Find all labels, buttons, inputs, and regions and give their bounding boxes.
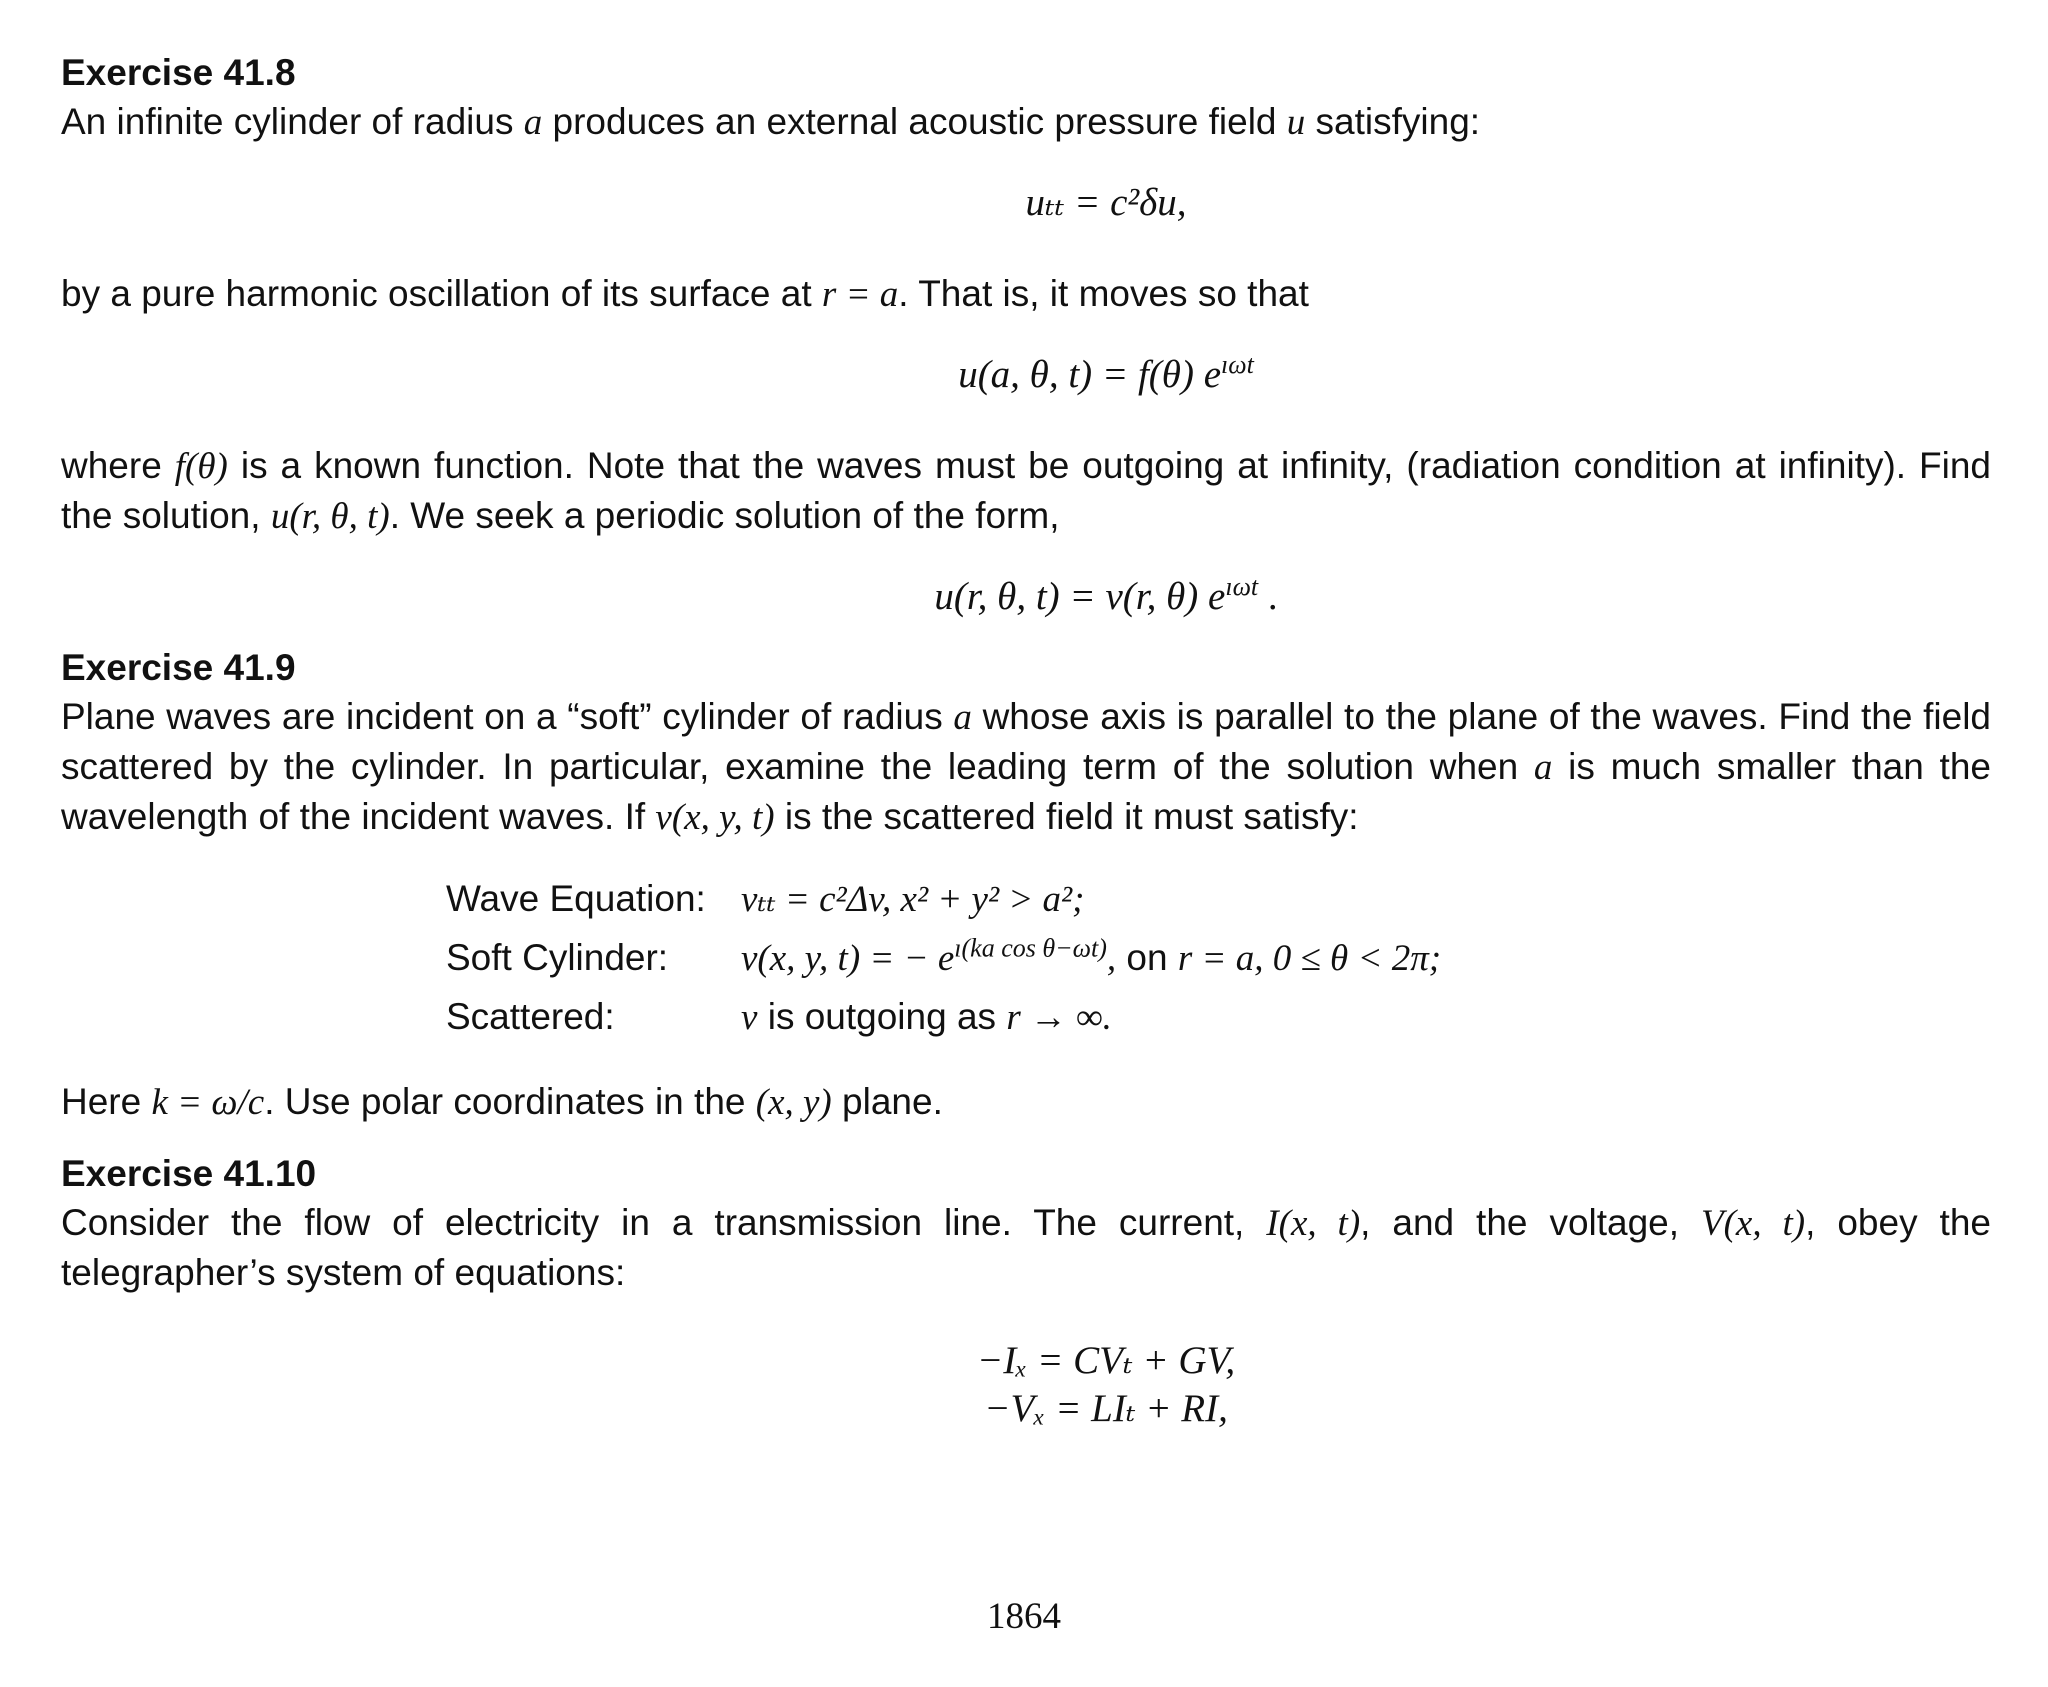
exercise-41-9-note: Here k = ω/c. Use polar coordinates in the (x, y) plane. (61, 1081, 943, 1123)
exercise-41-8-intro: An infinite cylinder of radius a produces an external acoustic pressure field u satisfying: (61, 101, 1481, 143)
exercise-41-10-intro: Consider the flow of electricity in a transmission line. The current, I(x, t), and the voltage, V(x, t), obey the telegrapher’s system of equations: (61, 1202, 1991, 1293)
system-row-scattered: Scattered: v is outgoing as r → ∞. (446, 996, 1112, 1038)
page-number: 1864 (987, 1596, 1061, 1637)
system-row-soft: Soft Cylinder: v(x, y, t) = − $e^{ı(ka cos \theta-\omega t)}$, on r = a, 0 ≤ θ < 2π; (446, 933, 1442, 979)
telegrapher-eq-voltage: −Vₓ = LIₜ + RI, (984, 1387, 1228, 1430)
equation-wave: uₜₜ = c²δu, (1025, 181, 1187, 224)
exercise-41-8-title: Exercise 41.8 (61, 52, 296, 93)
exercise-41-9-intro: Plane waves are incident on a “soft” cylinder of radius a whose axis is parallel to the plane of the waves. Find the field scattered by the cylinder. In particular, examine the leading term of the solution when a is much smaller than the wavelength of the incident waves. If v(x, y, t) is the scattered field it must satisfy: (61, 696, 1991, 838)
exercise-41-9-title: Exercise 41.9 (61, 647, 296, 688)
page-content (61, 48, 1991, 1433)
telegrapher-eq-current: −Iₓ = CVₜ + GV, (976, 1339, 1236, 1382)
equation-boundary: u(a, θ, t) = f(θ) $e^{ı\omega t}$ (958, 350, 1254, 396)
telegrapher-equations (141, 1337, 2048, 1433)
exercise-41-10-title: Exercise 41.10 (61, 1153, 317, 1194)
equation-periodic: u(r, θ, t) = v(r, θ) $e^{ı\omega t}$ . (934, 572, 1278, 618)
system-row-wave: Wave Equation: vₜₜ = c²Δv, x² + y² > a²; (446, 878, 1085, 920)
equation-system-table (446, 870, 1441, 1047)
exercise-41-8-boundary: by a pure harmonic oscillation of its surface at r = a. That is, it moves so that (61, 273, 1309, 315)
exercise-41-8-text: where f(θ) is a known function. Note that the waves must be outgoing at infinity, (radiation condition at infinity). Find the solution, u(r, θ, t). We seek a periodic solution of the form, (61, 445, 1992, 537)
